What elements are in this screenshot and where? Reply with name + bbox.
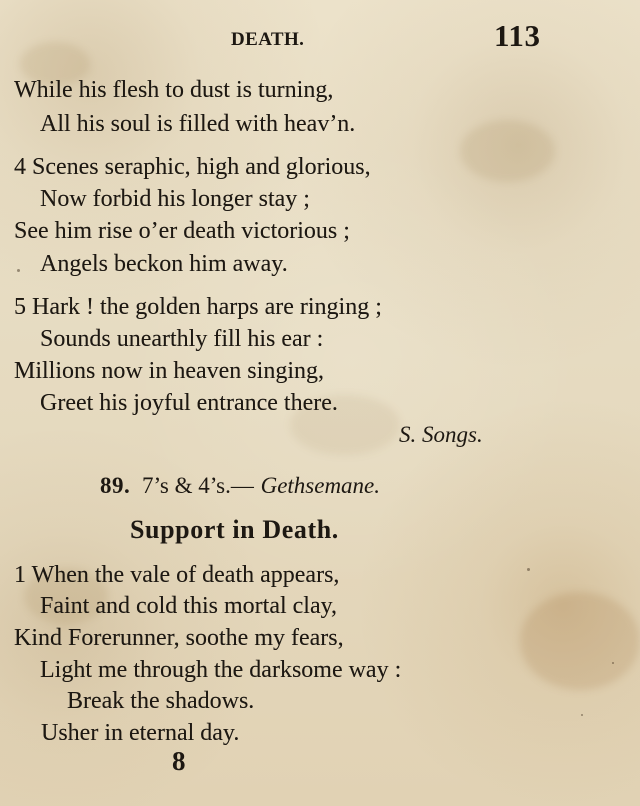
verse-line: Greet his joyful entrance there. [40, 390, 338, 416]
hymn-line: Faint and cold this mortal clay, [40, 593, 338, 619]
verse-line: Now forbid his longer stay ; [40, 186, 310, 212]
verse-line: All his soul is filled with heav’n. [40, 111, 356, 137]
section-title: Support in Death. [130, 515, 339, 544]
page-number: 113 [494, 18, 541, 53]
verse-line: See him rise o’er death victorious ; [14, 218, 350, 244]
verse-line: Millions now in heaven singing, [14, 358, 324, 384]
hymn-number: 89. [100, 473, 131, 498]
hymn-meter: 7’s & 4’s.— [142, 473, 254, 498]
hymn-line: Break the shadows. [67, 688, 255, 714]
hymn-line: Kind Forerunner, soothe my fears, [14, 625, 344, 651]
hymn-heading [100, 473, 380, 499]
running-head: DEATH. [231, 29, 305, 50]
verse-line: 5 Hark ! the golden harps are ringing ; [14, 294, 382, 320]
hymn-line: Usher in eternal day. [41, 720, 240, 746]
hymn-line: Light me through the darksome way : [40, 657, 402, 683]
verse-line: Sounds unearthly fill his ear : [40, 326, 324, 352]
verse-line: 4 Scenes seraphic, high and glorious, [14, 154, 371, 180]
verse-line: While his flesh to dust is turning, [14, 77, 334, 103]
poem-attribution: S. Songs. [399, 422, 483, 447]
signature-mark: 8 [172, 746, 186, 776]
verse-line: Angels beckon him away. [40, 251, 288, 277]
hymn-line: 1 When the vale of death appears, [14, 562, 340, 588]
hymn-tune: Gethsemane. [260, 473, 381, 498]
